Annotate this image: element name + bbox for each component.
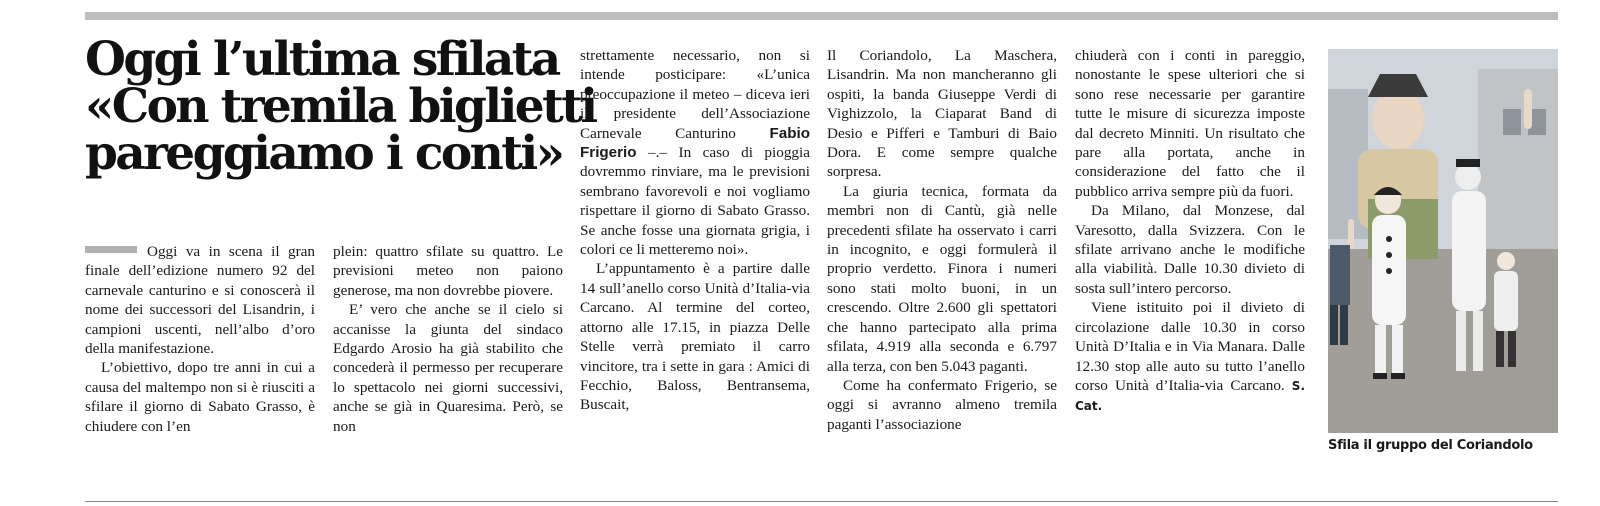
author-signature: S. Cat.	[1075, 378, 1305, 414]
paragraph	[1075, 298, 1305, 416]
carnival-photo-illustration	[1328, 49, 1558, 433]
paragraph: chiuderà con i conti in pareggio, nonostante le spese ulteriori che si sono rese necessarie per garantire tutte le misure di sicurezza imposte dal decreto Minniti. Un risultato che pare alla portata, anche in considerazione del fatto che il pubblico arriva sempre più da fuori.	[1075, 47, 1305, 200]
article-column-5	[1075, 46, 1305, 417]
article-column-1	[85, 242, 315, 436]
paragraph-text: Viene istituito poi il divieto di circolazione dalle 10.30 in corso Unità D’Italia e in Via Manara. Dalle 12.30 stop alle auto su tutto l’anello corso Unità d’Italia-via Carcano.	[1075, 299, 1305, 394]
article-column-3	[580, 46, 810, 415]
paragraph: L’appuntamento è a partire dalle 14 sull’anello corso Unità d’Italia-via Carcano. Al termine del corteo, attorno alle 17.15, in piazza Delle Stelle verrà premiato il carro vincitore, tra i sette in gara : Amici di Fecchio, Baloss, Bentransema, Buscait,	[580, 260, 810, 414]
paragraph	[85, 242, 315, 358]
article-column-2	[333, 242, 563, 436]
paragraph	[580, 46, 810, 259]
article-column-4	[827, 46, 1057, 434]
paragraph-text: strettamente necessario, non si intende posticipare: «L’unica preoccupazione il meteo – diceva ieri il presidente dell’Associazione Carnevale Canturino	[580, 47, 810, 142]
paragraph: plein: quattro sfilate su quattro. Le previsioni meteo non paiono generose, ma non dovrebbe piovere.	[333, 243, 563, 299]
quoted-person-name: Fabio Frigerio	[580, 124, 810, 162]
paragraph: Da Milano, dal Monzese, dal Varesotto, dalla Svizzera. Con le sfilate arrivano anche le modifiche alla viabilità. Dalle 10.30 divieto di sosta sull’intero percorso.	[1075, 202, 1305, 297]
bottom-rule	[85, 501, 1558, 502]
headline-line-1: Oggi l’ultima sfilata	[85, 32, 559, 87]
headline	[85, 32, 596, 181]
headline-line-2: «Con tremila biglietti	[85, 79, 596, 134]
lead-bar	[85, 246, 137, 253]
paragraph: Il Coriandolo, La Maschera, Lisandrin. Ma non mancheranno gli ospiti, la banda Giuseppe Verdi di Vighizzolo, la Ciaparat Band di Desio e Pifferi e Tamburi di Baio Dora. E come sempre qualche sorpresa.	[827, 47, 1057, 181]
top-rule	[85, 12, 1558, 20]
carnival-photo	[1328, 49, 1558, 433]
paragraph-text: Oggi va in scena il gran finale dell’edizione numero 92 del carnevale canturino e si conoscerà il nome dei successori del Lisandrin, i campioni uscenti, nell’albo d’oro della manifestazione.	[85, 243, 315, 358]
paragraph: Come ha confermato Frigerio, se oggi si avranno almeno tremila paganti l’associazione	[827, 376, 1057, 433]
paragraph-text: –.– In caso di pioggia dovremmo rinviare, ma le previsioni sembrano favorevoli e noi vogliamo rispettare il giorno di Sabato Grasso. Se anche fosse una giornata grigia, i colori ce li metteremo noi».	[580, 144, 810, 259]
paragraph: La giuria tecnica, formata da membri non di Cantù, già nelle precedenti sfilate ha osservato i carri in incognito, e oggi formulerà il proprio verdetto. Finora i numeri sono stati molto buoni, in un crescendo. Oltre 2.600 gli spettatori che hanno partecipato alla prima sfilata, 4.919 alla seconda e 6.797 alla terza, con ben 5.043 paganti.	[827, 182, 1057, 375]
headline-line-3: pareggiamo i conti»	[85, 126, 563, 181]
paragraph: E’ vero che anche se il cielo si accanisse la giunta del sindaco Edgardo Arosio ha già stabilito che concederà il permesso per recuperare lo spettacolo nei giorni successivi, anche se già in Quaresima. Però, se non	[333, 301, 563, 435]
paragraph: L’obiettivo, dopo tre anni in cui a causa del maltempo non si è riusciti a sfilare il giorno di Sabato Grasso, è chiudere con l’en	[85, 359, 315, 435]
photo-caption: Sfila il gruppo del Coriandolo	[1328, 438, 1533, 453]
